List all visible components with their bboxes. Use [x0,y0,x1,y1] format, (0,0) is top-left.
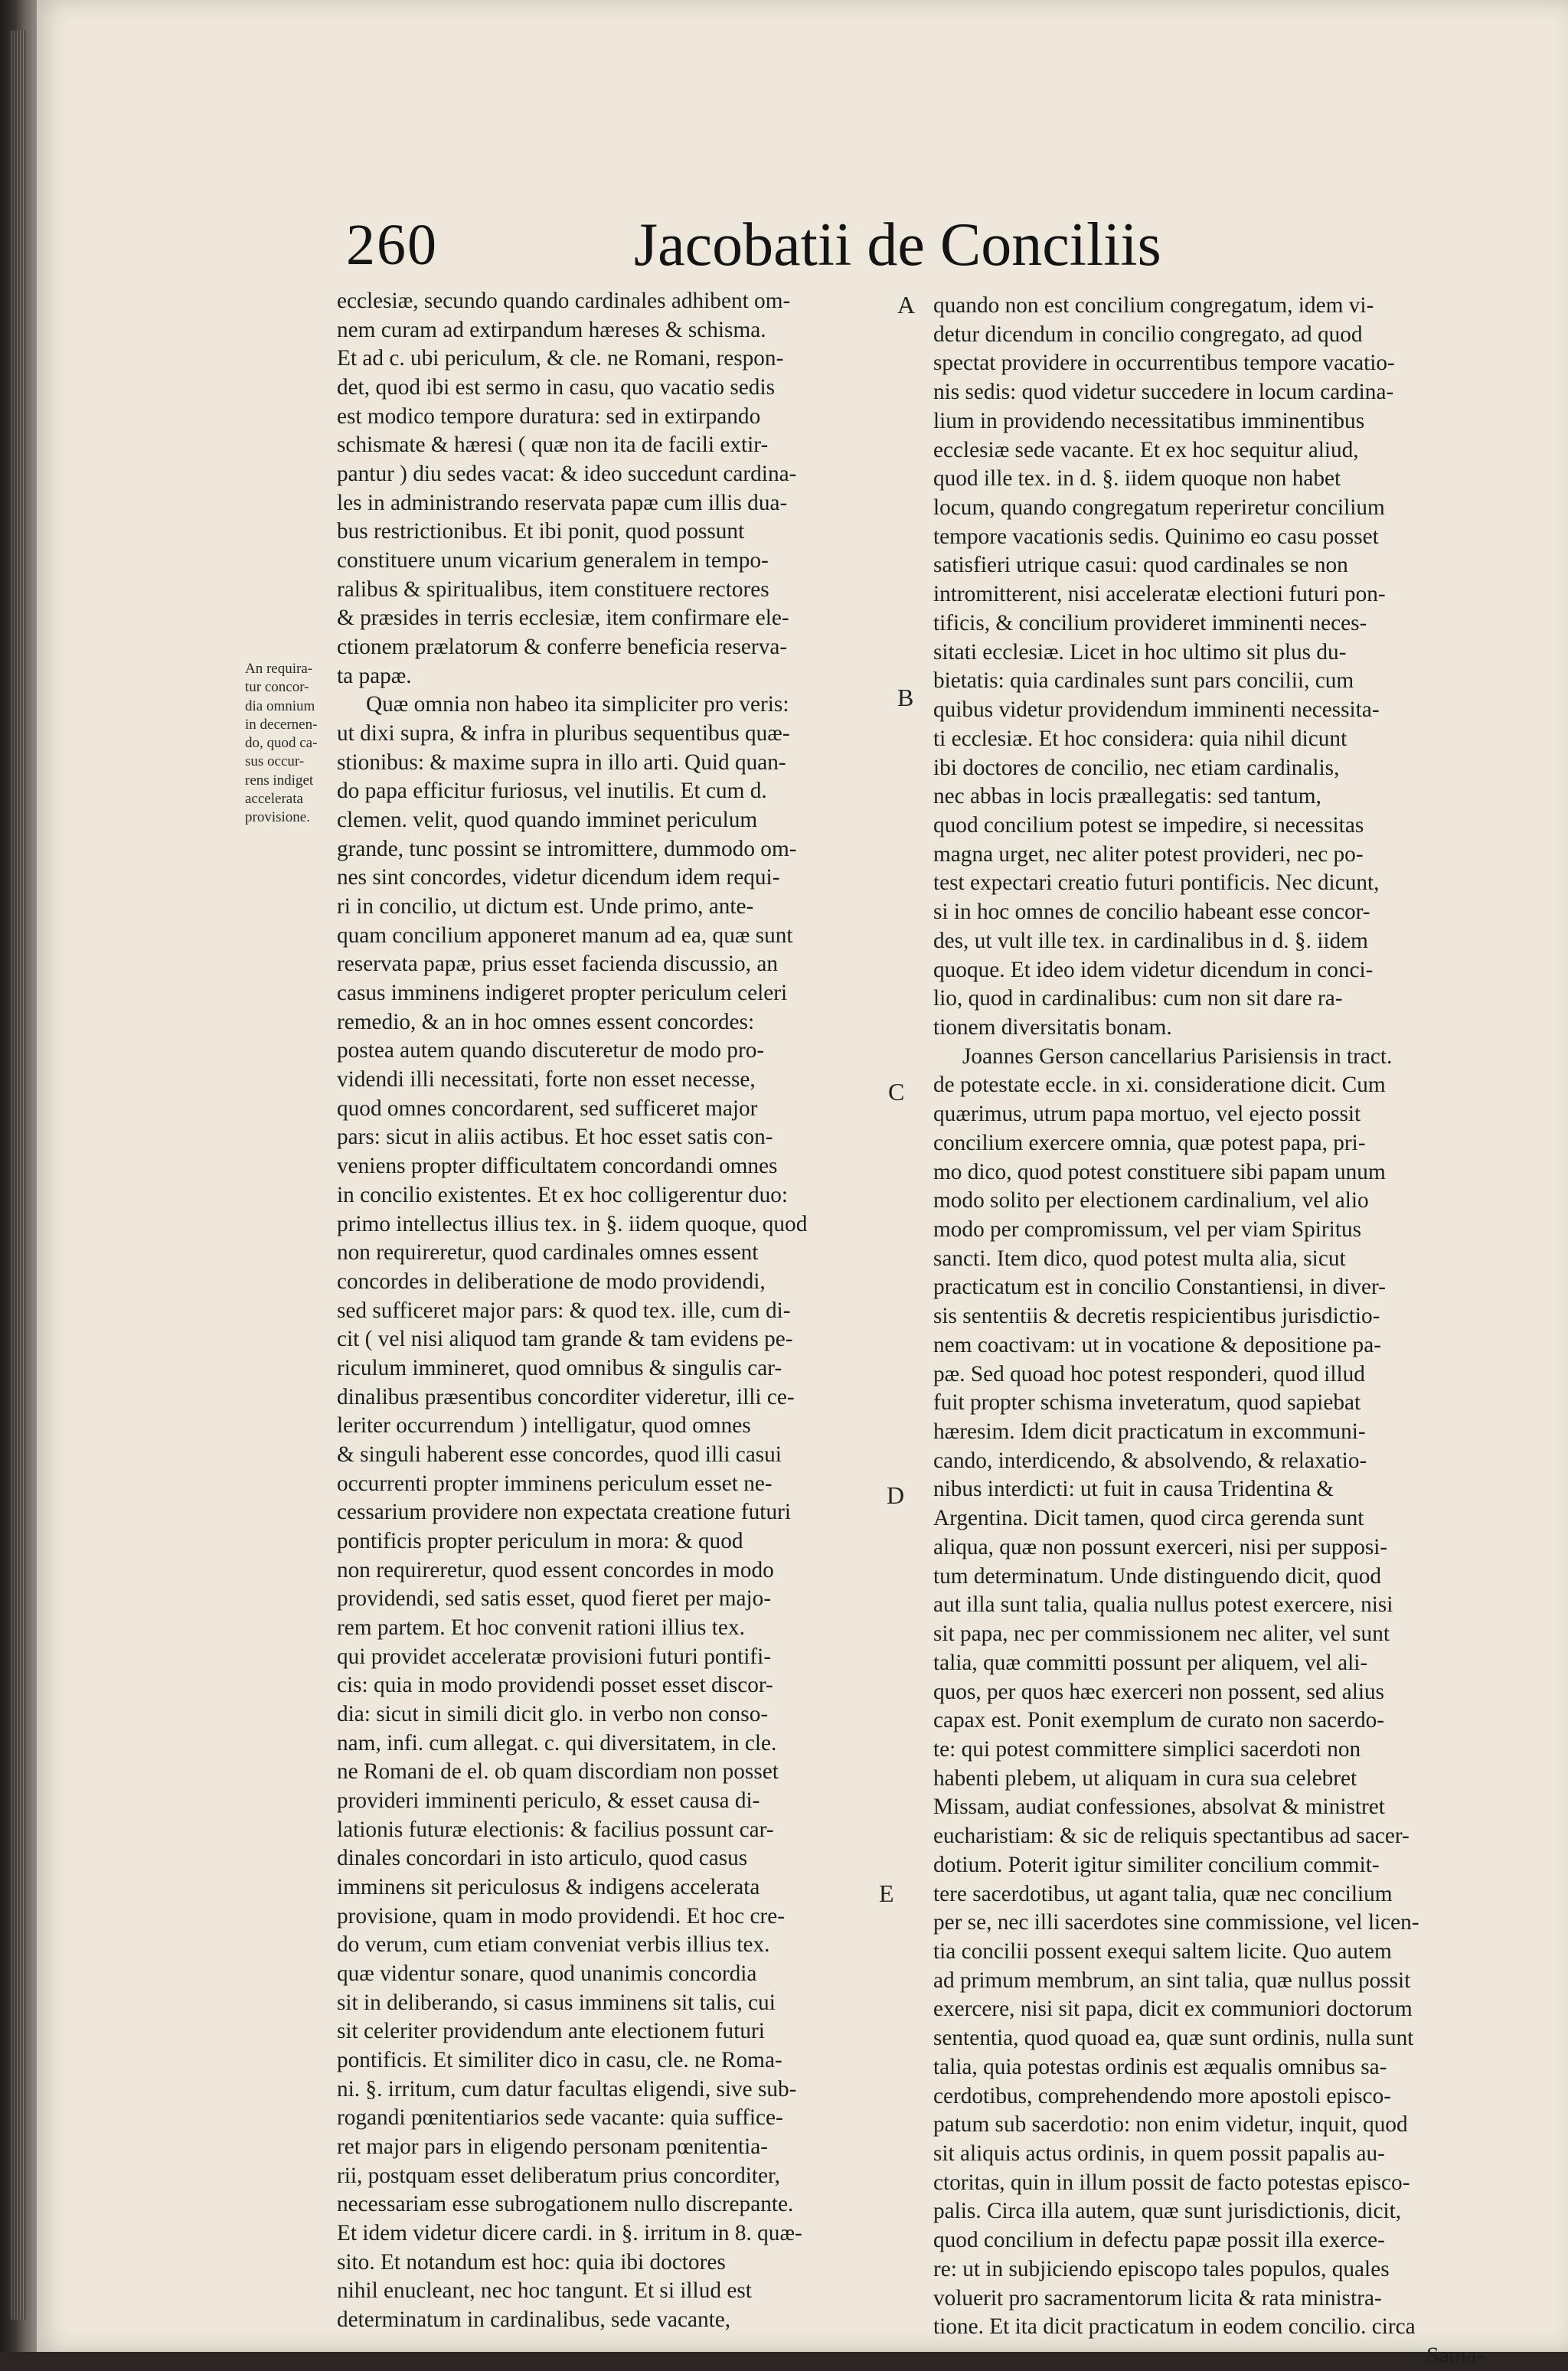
left-column-line: ut dixi supra, & infra in pluribus sequentibus quæ- [337,721,790,746]
left-column-line: necessariam esse subrogationem nullo discrepante. [337,2192,794,2217]
right-column-line: spectat providere in occurrentibus tempore vacatio- [933,351,1395,376]
marginal-note-line: An requira- [245,661,313,677]
left-column-line: primo intellectus illius tex. in §. iidem quoque, quod [337,1211,808,1236]
left-column-line: provisione, quam in modo providendi. Et hoc cre- [337,1903,785,1928]
marginal-note-line: tur concor- [245,679,309,696]
left-column-line: Et ad c. ubi periculum, & cle. ne Romani, respon- [337,346,784,371]
right-column-line: concilium exercere omnia, quæ potest papa, pri- [933,1130,1366,1155]
book-spine-edge [0,0,37,2352]
right-column-line: tia concilii possent exequi saltem licite. Quo autem [933,1938,1392,1964]
catchword: Sama- [1426,2343,1484,2369]
section-letter-c: C [888,1078,905,1105]
left-column-line: grande, tunc possint se intromittere, dummodo om- [337,836,797,861]
right-column-line: mo dico, quod potest constituere sibi papam unum [933,1159,1386,1184]
right-column-line: fuit propter schisma inveteratum, quod sapiebat [933,1390,1361,1416]
left-column-line: ne Romani de el. ob quam discordiam non posset [337,1759,779,1785]
left-column-line: Et idem videtur dicere cardi. in §. irritum in 8. quæ- [337,2221,802,2246]
right-column-line: sis sententiis & decretis respicientibus jurisdictio- [933,1304,1380,1329]
left-column-line: rem partem. Et hoc convenit rationi illius tex. [337,1615,745,1640]
right-column-line: tere sacerdotibus, ut agant talia, quæ nec concilium [933,1881,1393,1906]
left-column-line: ta papæ. [337,663,412,688]
marginal-note-line: do, quod ca- [245,735,318,752]
left-column-line: cis: quia in modo providendi posset esset discor- [337,1673,773,1698]
right-column-line: aliqua, quæ non possunt exerceri, nisi per supposi- [933,1534,1388,1559]
right-column-line: dotium. Poterit igitur similiter concilium commit- [933,1852,1380,1877]
right-column-line: nec abbas in locis præallegatis: sed tantum, [933,784,1321,809]
right-column-line: sitati ecclesiæ. Licet in hoc ultimo sit plus du- [933,639,1347,665]
left-column-line: & præsides in terris ecclesiæ, item confirmare ele- [337,606,789,631]
left-column-line: nes sint concordes, videtur dicendum idem requi- [337,865,780,890]
right-column-line: quando non est concilium congregatum, idem vi- [933,293,1374,318]
right-column-line: quærimus, utrum papa mortuo, vel ejecto possit [933,1102,1361,1127]
right-column-line: ti ecclesiæ. Et hoc considera: quia nihil dicunt [933,726,1348,751]
right-column-line: talia, quæ committi possunt per aliquem, vel ali- [933,1650,1368,1675]
right-column-line: habenti plebem, ut aliquam in cura sua celebret [933,1765,1357,1791]
left-column-line: sit in deliberando, si casus imminens sit talis, cui [337,1990,776,2015]
left-column-line: ri in concilio, ut dictum est. Unde primo, ante- [337,894,754,919]
left-column-line: dia: sicut in simili dicit glo. in verbo non conso- [337,1701,769,1726]
right-column-line: lio, quod in cardinalibus: cum non sit dare ra- [933,986,1343,1011]
left-column-line: imminens sit periculosus & indigens accelerata [337,1874,760,1899]
left-column-line: nam, infi. cum allegat. c. qui diversitatem, in cle. [337,1730,777,1755]
right-column-line: intromitterent, nisi acceleratæ electioni futuri pon- [933,582,1386,607]
left-text-column [337,287,928,2335]
left-column-line: sito. Et notandum est hoc: quia ibi doctores [337,2249,726,2275]
page-header [37,207,1568,283]
right-column-line: tione. Et ita dicit practicatum in eodem concilio. circa [933,2314,1416,2340]
left-column-line: do papa efficitur furiosus, vel inutilis. Et cum d. [337,779,767,804]
left-column-line: occurrenti propter imminens periculum esset ne- [337,1471,773,1496]
left-column-line: ralibus & spiritualibus, item constituere rectores [337,576,769,602]
section-letter-d: D [887,1481,905,1509]
right-column-line: Missam, audiat confessiones, absolvat & ministret [933,1795,1385,1820]
right-column-line: locum, quando congregatum reperiretur concilium [933,495,1385,521]
right-column-line: sit aliquis actus ordinis, in quem possit papalis au- [933,2141,1385,2166]
marginal-note-line: in decernen- [245,716,318,733]
left-column-line: quæ videntur sonare, quod unanimis concordia [337,1961,757,1986]
right-column-line: lium in providendo necessitatibus imminentibus [933,408,1365,433]
left-column-line: leriter occurrendum ) intelligatur, quod omnes [337,1413,751,1439]
left-column-line: det, quod ibi est sermo in casu, quo vacatio sedis [337,375,775,400]
section-letter-a: A [897,291,916,318]
right-column-line: sententia, quod quoad ea, quæ sunt ordinis, nulla sunt [933,2026,1414,2051]
left-column-line: pontificis. Et similiter dico in casu, cle. ne Roma- [337,2047,782,2072]
left-column-line: qui providet acceleratæ provisioni futuri pontifi- [337,1644,772,1669]
left-column-line: sit celeriter providendum ante electionem futuri [337,2019,765,2044]
right-column-line: voluerit pro sacramentorum licita & rata ministra- [933,2285,1382,2311]
right-column-line: sancti. Item dico, quod potest multa alia, sicut [933,1246,1346,1271]
right-text-column [933,292,1499,2371]
right-column-line: tificis, & concilium provideret imminenti neces- [933,610,1367,635]
right-column-line: practicatum est in concilio Constantiensi, in diver- [933,1275,1386,1300]
left-column-line: sed sufficeret major pars: & quod tex. ille, cum di- [337,1298,791,1323]
right-column-line: test expectari creatio futuri pontificis. Nec dicunt, [933,870,1380,896]
left-column-line: ctionem prælatorum & conferre beneficia reserva- [337,635,788,660]
left-column-line: casus imminens indigeret propter periculum celeri [337,981,788,1006]
left-column-line: quod omnes concordarent, sed sufficeret major [337,1096,758,1121]
right-column-line: hæresim. Idem dicit practicatum in excommuni- [933,1419,1366,1445]
right-column-line: bietatis: quia cardinales sunt pars concilii, cum [933,668,1354,694]
left-column-line: & singuli haberent esse concordes, quod illi casui [337,1442,782,1467]
right-column-line: talia, quia potestas ordinis est æqualis omnibus sa- [933,2054,1387,2079]
right-column-line: quos, per quos hæc exerceri non possent, sed alius [933,1679,1385,1704]
section-letter-e: E [879,1879,894,1907]
left-column-line: determinatum in cardinalibus, sede vacante, [337,2307,731,2333]
right-column-line: detur dicendum in concilio congregato, ad quod [933,322,1363,347]
left-column-line: postea autem quando discuteretur de modo pro- [337,1038,765,1063]
right-column-line: modo per compromissum, vel per viam Spiritus [933,1217,1362,1242]
right-column-line: satisfieri utrique casui: quod cardinales se non [933,553,1348,578]
page-number: 260 [346,213,438,277]
left-column-line: pantur ) diu sedes vacat: & ideo succedunt cardina- [337,462,797,487]
left-column-line: provideri imminenti periculo, & esset causa di- [337,1788,760,1813]
left-column-line: pars: sicut in aliis actibus. Et hoc esset satis con- [337,1125,773,1150]
left-column-line: do verum, cum etiam conveniat verbis illius tex. [337,1932,770,1958]
right-column-line: quod concilium potest se impedire, si necessitas [933,812,1364,838]
left-column-line: nem curam ad extirpandum hæreses & schisma. [337,317,766,342]
marginal-note-line: rens indiget [245,772,314,789]
marginal-note-line: sus occur- [245,753,305,770]
right-column-line: tum determinatum. Unde distinguendo dicit, quod [933,1563,1382,1589]
right-column-line: capax est. Ponit exemplum de curato non sacerdo- [933,1708,1384,1733]
left-column-line: dinales concordari in isto articulo, quod casus [337,1846,748,1871]
right-column-line: modo solito per electionem cardinalium, vel alio [933,1188,1369,1213]
left-column-line: clemen. velit, quod quando imminet periculum [337,808,758,833]
right-column-line: ecclesiæ sede vacante. Et ex hoc sequitur aliud, [933,437,1359,462]
right-column-line: quoque. Et ideo idem videtur dicendum in conci- [933,957,1374,982]
right-column-line: te: qui potest committere simplici sacerdoti non [933,1736,1361,1762]
marginal-note-line: accelerata [245,791,303,808]
right-column-line: des, ut vult ille tex. in cardinalibus in d. §. iidem [933,928,1368,953]
left-column-line: est modico tempore duratura: sed in extirpando [337,403,761,429]
left-column-line: concordes in deliberatione de modo providendi, [337,1269,766,1294]
right-column-line: ctoritas, quin in illum possit de facto potestas episco- [933,2170,1410,2195]
left-column-line: ni. §. irritum, cum datur facultas eligendi, sive sub- [337,2076,797,2102]
right-column-line: pæ. Sed quoad hoc potest responderi, quod illud [933,1361,1365,1386]
right-column-line: quibus videtur providendum imminenti necessita- [933,697,1380,723]
left-column-line: non requireretur, quod cardinales omnes essent [337,1240,759,1266]
right-column-line: exercere, nisi sit papa, dicit ex communiori doctorum [933,1997,1413,2022]
left-column-line: non requireretur, quod essent concordes in modo [337,1557,774,1582]
left-column-line: ret major pars in eligendo personam pœnitentia- [337,2134,768,2159]
left-column-line: lationis futuræ electionis: & facilius possunt car- [337,1817,774,1842]
left-column-line: les in administrando reservata papæ cum illis dua- [337,490,788,515]
left-column-line: schismate & hæresi ( quæ non ita de facili extir- [337,433,769,458]
right-column-line: ad primum membrum, an sint talia, quæ nullus possit [933,1968,1411,1993]
left-column-line: Quæ omnia non habeo ita simpliciter pro veris: [366,692,789,717]
running-title: Jacobatii de Conciliis [634,211,1161,279]
left-column-line: in concilio existentes. Et ex hoc colligerentur duo: [337,1182,789,1207]
right-column-line: Argentina. Dicit tamen, quod circa gerenda sunt [933,1506,1364,1531]
right-column-line: tionem diversitatis bonam. [933,1014,1172,1040]
right-column-line: Joannes Gerson cancellarius Parisiensis in tract. [962,1043,1393,1069]
right-column-line: re: ut in subjiciendo episcopo tales populos, quales [933,2256,1390,2281]
right-column-line: patum sub sacerdotio: non enim videtur, inquit, quod [933,2112,1408,2137]
marginal-note-line: provisione. [245,809,310,826]
left-column-line: constituere unum vicarium generalem in tempo- [337,548,769,573]
right-column-line: ibi doctores de concilio, nec etiam cardinalis, [933,755,1340,780]
right-column-line: cando, interdicendo, & absolvendo, & relaxatio- [933,1448,1367,1473]
right-column-line: cerdotibus, comprehendendo more apostoli episco- [933,2083,1391,2108]
left-column-line: bus restrictionibus. Et ibi ponit, quod possunt [337,519,745,544]
right-column-line: aut illa sunt talia, qualia nullus potest exercere, nisi [933,1592,1393,1618]
book-page [37,0,1568,2369]
left-column-line: nihil enucleant, nec hoc tangunt. Et si illud est [337,2278,752,2304]
right-column-line: nibus interdicti: ut fuit in causa Tridentina & [933,1477,1334,1502]
left-column-line: riculum immineret, quod omnibus & singulis car- [337,1355,782,1380]
left-column-line: veniens propter difficultatem concordandi omnes [337,1154,778,1179]
left-column-line: rogandi pœnitentiarios sede vacante: quia suffice- [337,2105,783,2131]
left-column-line: ecclesiæ, secundo quando cardinales adhibent om- [337,289,791,313]
right-column-line: quod concilium in defectu papæ possit illa exerce- [933,2228,1385,2253]
right-column-line: nis sedis: quod videtur succedere in locum cardina- [933,380,1394,405]
right-column-line: palis. Circa illa autem, quæ sunt jurisdictionis, dicit, [933,2199,1402,2224]
right-column-line: eucharistiam: & sic de reliquis spectantibus ad sacer- [933,1824,1410,1849]
left-column-line: quam concilium apponeret manum ad ea, quæ sunt [337,923,793,948]
right-column-line: magna urget, nec aliter potest provideri, nec po- [933,841,1364,867]
left-column-line: providendi, sed satis esset, quod fieret per majo- [337,1586,772,1612]
page-edges [11,31,26,2320]
left-column-line: remedio, & an in hoc omnes essent concordes: [337,1009,755,1034]
right-column-line: tempore vacationis sedis. Quinimo eo casu posset [933,524,1379,549]
right-column-line: si in hoc omnes de concilio habeant esse concor- [933,900,1370,925]
marginal-note [245,660,340,828]
section-letter-b: B [897,684,914,711]
right-column-line: quod ille tex. in d. §. iidem quoque non habet [933,466,1341,492]
left-column-line: videndi illi necessitati, forte non esset necesse, [337,1067,756,1092]
right-column-line: nem coactivam: ut in vocatione & depositione pa- [933,1332,1381,1357]
left-column-line: pontificis propter periculum in mora: & quod [337,1528,743,1553]
left-column-line: cit ( vel nisi aliquod tam grande & tam evidens pe- [337,1327,793,1352]
right-column-line: per se, nec illi sacerdotes sine commissione, vel licen- [933,1910,1419,1935]
left-column-line: cessarium providere non expectata creatione futuri [337,1500,791,1525]
right-column-line: de potestate eccle. in xi. consideratione dicit. Cum [933,1073,1386,1098]
marginal-note-line: dia omnium [245,697,315,714]
left-column-line: reservata papæ, prius esset facienda discussio, an [337,952,778,977]
left-column-line: dinalibus præsentibus concorditer videretur, illi ce- [337,1384,795,1409]
right-column-line: sit papa, nec per commissionem nec aliter, vel sunt [933,1621,1390,1647]
left-column-line: stionibus: & maxime supra in illo arti. Quid quan- [337,750,786,775]
left-column-line: rii, postquam esset deliberatum prius concorditer, [337,2163,780,2188]
